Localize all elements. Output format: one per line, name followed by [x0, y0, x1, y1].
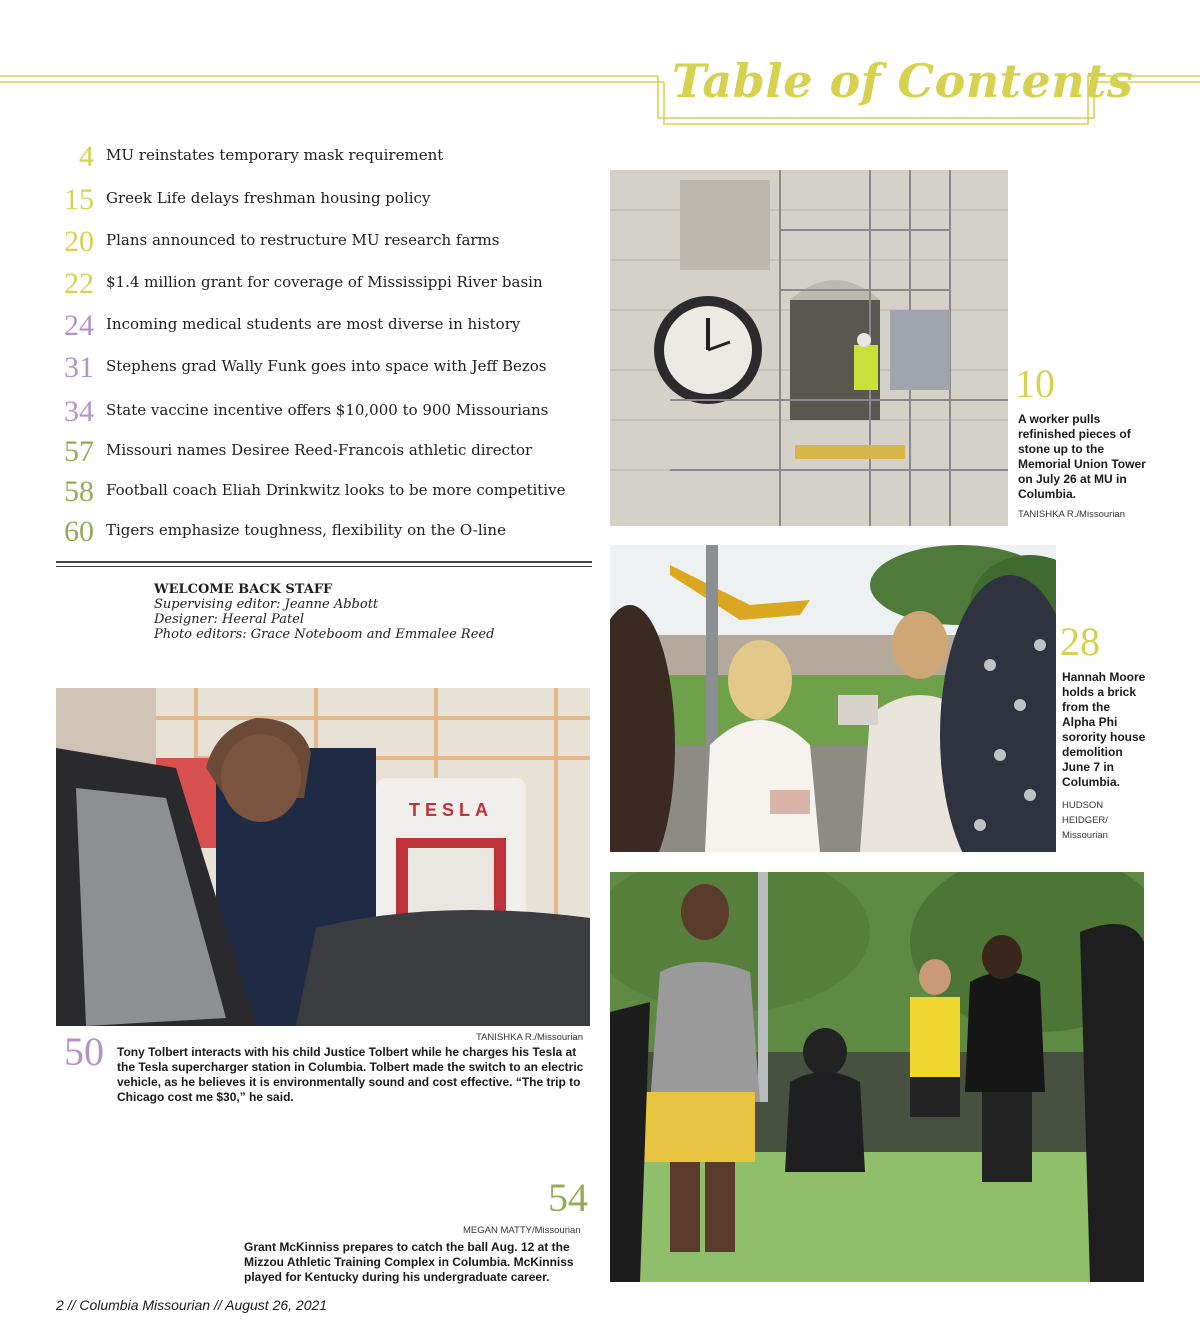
toc-page-number: 15	[64, 183, 94, 216]
football-caption: Grant McKinniss prepares to catch the ball Aug. 12 at the Mizzou Athletic Training Complex in Columbia. McKinniss played for Kentucky during his undergraduate career.	[244, 1240, 574, 1284]
toc-page-number: 58	[64, 475, 94, 508]
page-number-54: 54	[548, 1175, 588, 1220]
toc-page-number: 31	[64, 351, 94, 384]
toc-page-number: 57	[64, 435, 94, 468]
tower-caption: A worker pulls refinished pieces of stone up to the Memorial Union Tower on July 26 at MU in Columbia.	[1018, 412, 1146, 501]
toc-headline: Football coach Eliah Drinkwitz looks to be more competitive	[106, 481, 566, 499]
toc-item	[50, 309, 610, 349]
toc-page-number: 4	[79, 140, 94, 173]
tesla-sign: TESLA	[408, 800, 494, 820]
toc-item	[50, 140, 610, 180]
staff-box	[154, 582, 574, 642]
toc-item	[50, 515, 610, 555]
toc-page-number: 24	[64, 309, 94, 342]
football-credit: MEGAN MATTY/Missourian	[463, 1225, 581, 1236]
tesla-credit: TANISHKA R./Missourian	[476, 1032, 583, 1043]
tower-credit: TANISHKA R./Missourian	[1018, 509, 1125, 520]
toc-item	[50, 351, 610, 391]
tesla-photo	[56, 688, 590, 1026]
toc-page-number: 22	[64, 267, 94, 300]
toc-headline: Incoming medical students are most diverse in history	[106, 315, 521, 333]
tower-photo	[610, 170, 1008, 526]
page-footer: 2 // Columbia Missourian // August 26, 2021	[56, 1297, 328, 1313]
toc-headline: Tigers emphasize toughness, flexibility on the O-line	[106, 521, 506, 539]
divider	[56, 561, 592, 563]
page-number-10: 10	[1015, 361, 1055, 406]
divider	[56, 566, 592, 567]
toc-headline: Missouri names Desiree Reed-Francois athletic director	[106, 441, 533, 459]
page-number-28: 28	[1060, 619, 1100, 664]
toc-item	[50, 435, 610, 475]
toc-headline: MU reinstates temporary mask requirement	[106, 146, 444, 164]
page-title: Table of Contents	[672, 54, 1134, 108]
toc-item	[50, 475, 610, 515]
toc-page-number: 60	[64, 515, 94, 548]
staff-heading: WELCOME BACK STAFF	[154, 582, 333, 597]
toc-headline: State vaccine incentive offers $10,000 to 900 Missourians	[106, 401, 549, 419]
sorority-caption: Hannah Moore holds a brick from the Alpha Phi sorority house demolition June 7 in Columbia.	[1062, 670, 1146, 789]
staff-line: Supervising editor: Jeanne Abbott	[154, 597, 379, 612]
toc-item	[50, 395, 610, 435]
page-number-50: 50	[64, 1029, 104, 1074]
toc-page-number: 34	[64, 395, 94, 428]
toc-page-number: 20	[64, 225, 94, 258]
football-photo	[610, 872, 1144, 1282]
toc-headline: $1.4 million grant for coverage of Mississippi River basin	[106, 273, 543, 291]
staff-line: Photo editors: Grace Noteboom and Emmalee Reed	[154, 627, 495, 642]
tesla-caption: Tony Tolbert interacts with his child Justice Tolbert while he charges his Tesla at the Tesla supercharger station in Columbia. Tolbert made the switch to an electric vehicle, as he believes it is environmentally sound and cost effective. “The trip to Chicago cost me $30,” he said.	[117, 1045, 584, 1104]
toc-headline: Greek Life delays freshman housing policy	[106, 189, 431, 207]
sorority-photo	[610, 545, 1056, 852]
toc-item	[50, 225, 610, 265]
toc-item	[50, 183, 610, 223]
staff-line: Designer: Heeral Patel	[154, 612, 305, 627]
toc-headline: Plans announced to restructure MU research farms	[106, 231, 500, 249]
sorority-credit: HUDSON HEIDGER/ Missourian	[1062, 800, 1108, 841]
toc-headline: Stephens grad Wally Funk goes into space with Jeff Bezos	[106, 357, 547, 375]
toc-item	[50, 267, 610, 307]
